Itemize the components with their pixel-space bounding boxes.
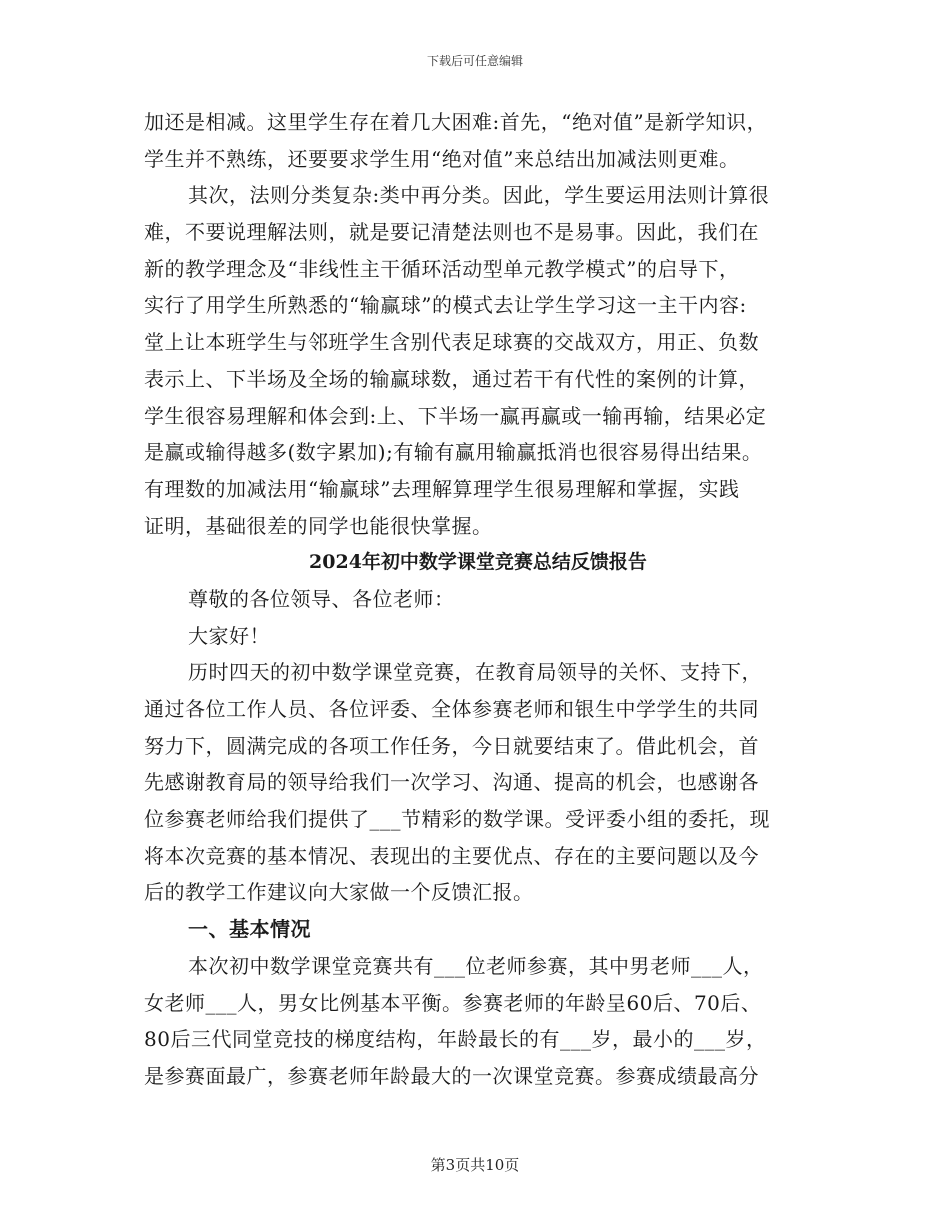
document-body	[144, 104, 812, 1095]
report-title: 2024年初中数学课堂竞赛总结反馈报告	[309, 551, 647, 574]
text-line: 证明，基础很差的同学也能很快掌握。	[144, 513, 493, 538]
text-line: 80后三代同堂竞技的梯度结构，年龄最长的有___岁，最小的___岁，	[144, 1027, 767, 1052]
text-line: 历时四天的初中数学课堂竞赛，在教育局领导的关怀、支持下，	[188, 660, 762, 685]
greeting: 大家好！	[188, 623, 270, 648]
text-line: 学生很容易理解和体会到:上、下半场一赢再赢或一输再输，结果必定	[144, 403, 767, 428]
text-line: 先感谢教育局的领导给我们一次学习、沟通、提高的机会，也感谢各	[144, 770, 759, 795]
salutation: 尊敬的各位领导、各位老师：	[188, 586, 455, 611]
text-line: 堂上让本班学生与邻班学生含别代表足球赛的交战双方，用正、负数	[144, 330, 759, 355]
text-line: 努力下，圆满完成的各项工作任务，今日就要结束了。借此机会，首	[144, 733, 759, 758]
text-line: 难，不要说理解法则，就是要记清楚法则也不是易事。因此，我们在	[144, 220, 759, 245]
text-line: 学生并不熟练，还要要求学生用“绝对值”来总结出加减法则更难。	[144, 146, 740, 171]
page-header: 下载后可任意编辑	[426, 54, 523, 68]
text-line: 是赢或输得越多(数字累加);有输有赢用输赢抵消也很容易得出结果。	[144, 440, 763, 465]
text-line: 有理数的加减法用“输赢球”去理解算理学生很易理解和掌握，实践	[144, 476, 740, 501]
text-line: 新的教学理念及“非线性主干循环活动型单元教学模式”的启导下，	[144, 256, 740, 281]
section-heading: 一、基本情况	[188, 917, 311, 942]
text-line: 是参赛面最广，参赛老师年龄最大的一次课堂竞赛。参赛成绩最高分	[144, 1063, 759, 1088]
text-line: 女老师___人，男女比例基本平衡。参赛老师的年龄呈60后、70后、	[144, 990, 762, 1015]
text-line: 表示上、下半场及全场的输赢球数，通过若干有代性的案例的计算，	[144, 366, 759, 391]
text-line: 后的教学工作建议向大家做一个反馈汇报。	[144, 880, 534, 905]
text-line: 通过各位工作人员、各位评委、全体参赛老师和银生中学学生的共同	[144, 697, 759, 721]
text-line: 加还是相减。这里学生存在着几大困难:首先，“绝对值”是新学知识，	[144, 110, 768, 134]
text-line: 其次，法则分类复杂:类中再分类。因此，学生要运用法则计算很	[188, 183, 770, 208]
text-line: 将本次竞赛的基本情况、表现出的主要优点、存在的主要问题以及今	[144, 843, 759, 868]
text-line: 位参赛老师给我们提供了___节精彩的数学课。受评委小组的委托，现	[144, 807, 770, 832]
text-line: 本次初中数学课堂竞赛共有___位老师参赛，其中男老师___人，	[188, 953, 764, 978]
text-line: 实行了用学生所熟悉的“输赢球”的模式去让学生学习这一主干内容:	[144, 293, 747, 318]
page-footer: 第3页共10页	[430, 1156, 520, 1174]
